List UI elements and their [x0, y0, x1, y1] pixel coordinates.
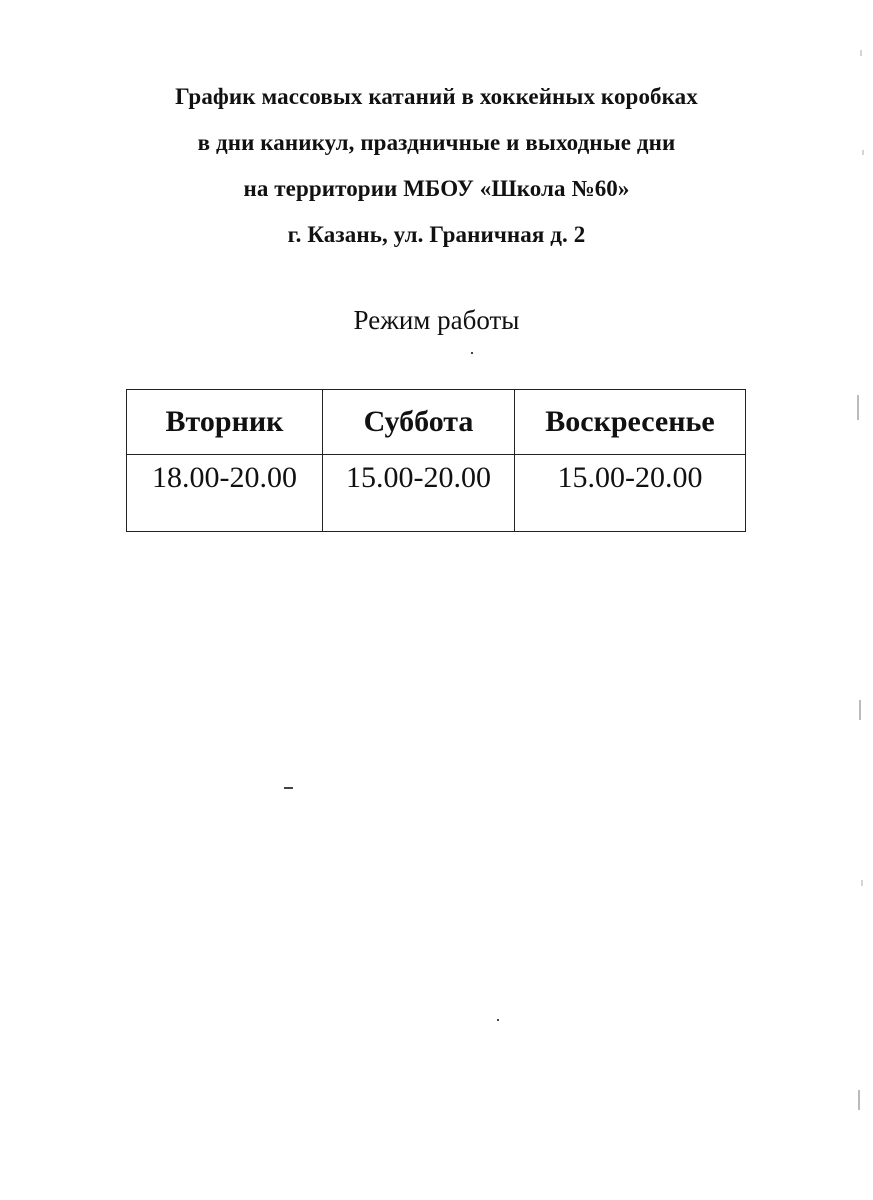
header-sunday: Воскресенье: [515, 390, 746, 455]
document-title: [0, 74, 873, 258]
time-saturday: 15.00-20.00: [323, 455, 515, 532]
scan-speck: [471, 352, 473, 354]
title-line-2: в дни каникул, праздничные и выходные дни: [197, 130, 676, 155]
scan-dash: [284, 787, 293, 789]
time-tuesday: 18.00-20.00: [127, 455, 323, 532]
header-tuesday: Вторник: [127, 390, 323, 455]
scan-speck: [497, 1019, 499, 1021]
title-line-4: г. Казань, ул. Граничная д. 2: [287, 222, 586, 247]
schedule-header-row: [127, 390, 746, 455]
title-line-3: на территории МБОУ «Школа №60»: [243, 176, 630, 201]
title-line-1: График массовых катаний в хоккейных коробках: [175, 84, 698, 109]
header-saturday: Суббота: [323, 390, 515, 455]
schedule-subtitle: Режим работы: [353, 305, 520, 335]
time-sunday: 15.00-20.00: [515, 455, 746, 532]
scan-edge-marks: [843, 0, 873, 1200]
schedule-times-row: [127, 455, 746, 532]
schedule-table: [126, 389, 746, 532]
